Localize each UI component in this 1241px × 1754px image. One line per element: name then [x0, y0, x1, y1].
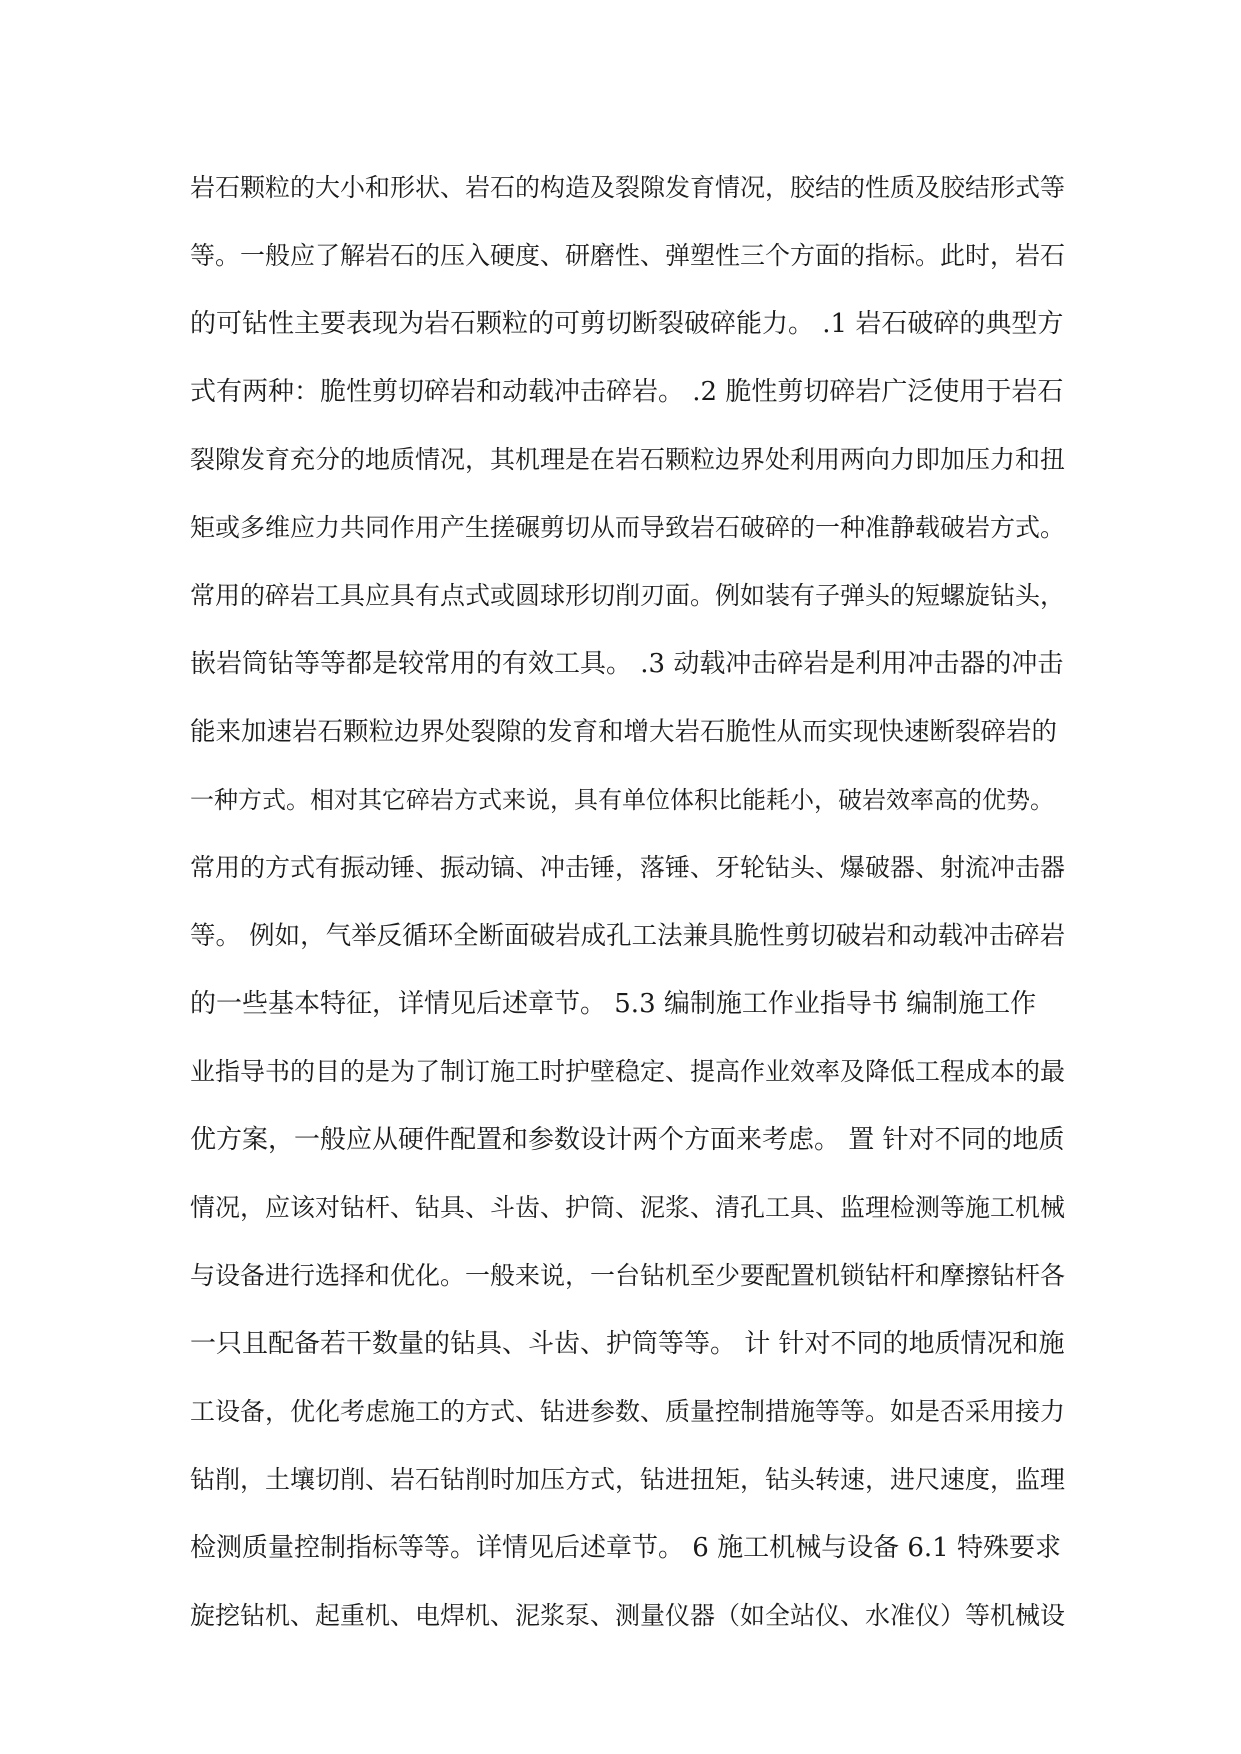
text-line: 嵌岩筒钻等等都是较常用的有效工具。 .3 动载冲击碎岩是利用冲击器的冲击: [190, 649, 1064, 679]
text-line: 优方案，一般应从硬件配置和参数设计两个方面来考虑。 置 针对不同的地质: [190, 1125, 1065, 1155]
text-line: 一只且配备若干数量的钻具、斗齿、护筒等等。 计 针对不同的地质情况和施: [190, 1329, 1065, 1359]
text-line: 的一些基本特征，详情见后述章节。 5.3 编制施工作业指导书 编制施工作: [190, 989, 1037, 1019]
text-line: 能来加速岩石颗粒边界处裂隙的发育和增大岩石脆性从而实现快速断裂碎岩的: [190, 717, 1058, 747]
text-line: 式有两种：脆性剪切碎岩和动载冲击碎岩。 .2 脆性剪切碎岩广泛使用于岩石: [190, 377, 1064, 407]
text-line: 常用的方式有振动锤、振动镐、冲击锤，落锤、牙轮钻头、爆破器、射流冲击器: [190, 853, 1066, 882]
text-line: 业指导书的目的是为了制订施工时护壁稳定、提高作业效率及降低工程成本的最: [190, 1057, 1066, 1086]
text-line: 旋挖钻机、起重机、电焊机、泥浆泵、测量仪器（如全站仪、水准仪）等机械设: [190, 1601, 1066, 1630]
text-line: 钻削，土壤切削、岩石钻削时加压方式，钻进扭矩，钻头转速，进尺速度，监理: [190, 1465, 1066, 1494]
text-line: 岩石颗粒的大小和形状、岩石的构造及裂隙发育情况，胶结的性质及胶结形式等: [190, 173, 1066, 202]
text-line: 工设备，优化考虑施工的方式、钻进参数、质量控制措施等等。如是否采用接力: [190, 1397, 1066, 1426]
text-line: 等。 例如，气举反循环全断面破岩成孔工法兼具脆性剪切破岩和动载冲击碎岩: [190, 921, 1066, 951]
text-line: 与设备进行选择和优化。一般来说，一台钻机至少要配置机锁钻杆和摩擦钻杆各: [190, 1261, 1066, 1290]
text-line: 常用的碎岩工具应具有点式或圆球形切削刃面。例如装有子弹头的短螺旋钻头，: [190, 581, 1066, 610]
text-line: 检测质量控制指标等等。详情见后述章节。 6 施工机械与设备 6.1 特殊要求: [190, 1533, 1061, 1563]
text-line: 裂隙发育充分的地质情况，其机理是在岩石颗粒边界处利用两向力即加压力和扭: [190, 445, 1066, 474]
text-line: 一种方式。相对其它碎岩方式来说，具有单位体积比能耗小，破岩效率高的优势。: [190, 786, 1054, 814]
text-line: 情况，应该对钻杆、钻具、斗齿、护筒、泥浆、清孔工具、监理检测等施工机械: [190, 1193, 1066, 1222]
body-text: [190, 160, 1070, 1656]
text-line: 的可钻性主要表现为岩石颗粒的可剪切断裂破碎能力。 .1 岩石破碎的典型方: [190, 309, 1064, 339]
text-line: 矩或多维应力共同作用产生搓碾剪切从而导致岩石破碎的一种准静载破岩方式。: [190, 513, 1066, 542]
text-line: 等。一般应了解岩石的压入硬度、研磨性、弹塑性三个方面的指标。此时，岩石: [190, 241, 1066, 270]
